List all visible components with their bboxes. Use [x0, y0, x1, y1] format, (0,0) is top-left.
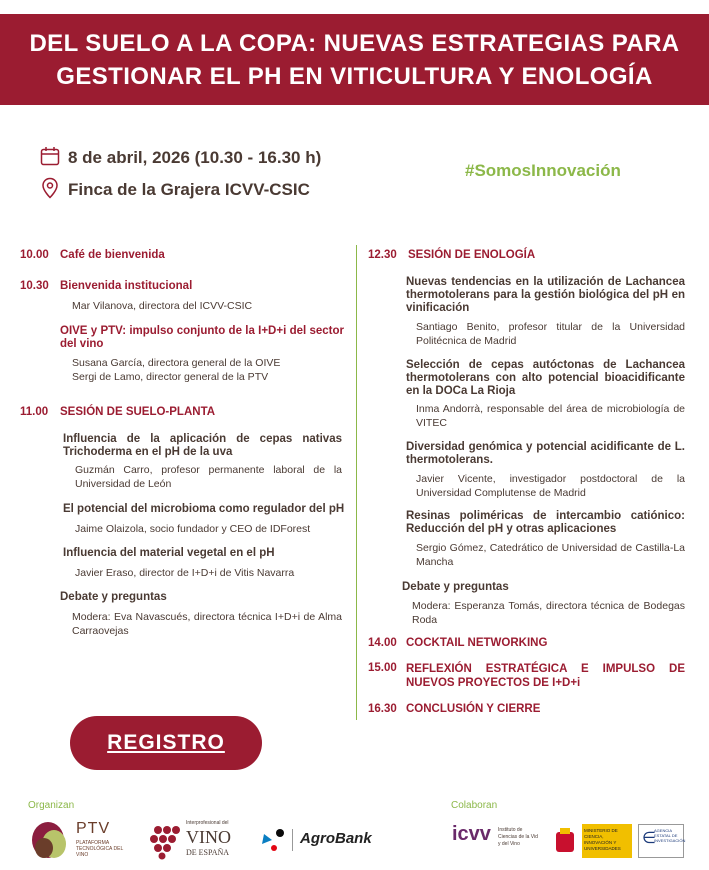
ptv-subtext: PLATAFORMA TECNOLÓGICA DEL VINO: [76, 840, 124, 858]
time-1030: 10.30: [20, 280, 49, 292]
session-oenology: SESIÓN DE ENOLOGÍA: [408, 249, 536, 261]
agenda-welcome-coffee: Café de bienvenida: [60, 249, 165, 261]
speaker: Guzmán Carro, profesor permanente laboral de la Universidad de León: [75, 464, 342, 490]
speaker: Susana García, directora general de la OIVE: [72, 357, 281, 369]
register-button[interactable]: REGISTRO: [70, 716, 262, 770]
place-text: Finca de la Grajera ICVV-CSIC: [68, 179, 310, 199]
ministry-text: MINISTERIO DE CIENCIA, INNOVACIÓN Y UNIVERSIDADES: [584, 828, 621, 851]
speaker: Inma Andorrà, responsable del área de microbiología de VITEC: [416, 403, 685, 429]
agenda-institutional-welcome: Bienvenida institucional: [60, 280, 193, 292]
talk-native-strains: Selección de cepas autóctonas de Lachancea thermotolerans con alto potencial bioacidificante en la DOCa La Rioja: [406, 359, 685, 397]
speaker: Mar Vilanova, directora del ICVV-CSIC: [72, 300, 253, 312]
time-1400: 14.00: [368, 637, 397, 649]
hashtag: #SomosInnovación: [465, 161, 621, 180]
agrobank-text: AgroBank: [300, 830, 372, 847]
speaker: Sergio Gómez, Catedrático de Universidad de Castilla-La Mancha: [416, 542, 685, 568]
talk-lachancea-trends: Nuevas tendencias en la utilización de Lachancea thermotolerans para la gestión biológica del pH en vinificación: [406, 276, 685, 314]
caixa-agrobank-logo: [258, 826, 386, 856]
icvv-logo: [452, 823, 538, 859]
talk-trichoderma: Influencia de la aplicación de cepas nativas Trichoderma en el pH de la uva: [63, 433, 342, 458]
time-1230: 12.30: [368, 249, 397, 261]
time-1500: 15.00: [368, 662, 397, 674]
star-icon: [258, 826, 290, 854]
grapes-icon: [148, 820, 182, 860]
logo-divider: [292, 829, 293, 851]
coat-of-arms-icon: [550, 826, 580, 856]
talk-microbiome: El potencial del microbioma como regulador del pH: [63, 503, 345, 515]
moderator: Modera: Esperanza Tomás, directora técnica de Bodegas Roda: [412, 600, 685, 626]
ptv-logo: [28, 818, 128, 862]
date-text: 8 de abril, 2026 (10.30 - 16.30 h): [68, 147, 322, 167]
ptv-grape-icon: [28, 818, 72, 862]
oive-subtext: DE ESPAÑA: [186, 848, 230, 857]
icvv-subtext: Instituto de Ciencias de la Vid y del Vino: [498, 827, 538, 847]
time-1000: 10.00: [20, 249, 49, 261]
title-line-2: GESTIONAR EL PH EN VITICULTURA Y ENOLOGÍA: [56, 63, 653, 90]
agenda-strategic-reflection: REFLEXIÓN ESTRATÉGICA E IMPULSO DE NUEVOS PROYECTOS DE I+D+i: [406, 663, 685, 689]
organizers-label: Organizan: [28, 800, 75, 811]
oive-top-text: Interprofesional del: [186, 820, 229, 826]
speaker: Santiago Benito, profesor titular de la Universidad Politécnica de Madrid: [416, 321, 685, 347]
time-1630: 16.30: [368, 703, 397, 715]
collaborators-label: Colaboran: [451, 800, 498, 811]
ptv-text: PTV: [76, 820, 111, 837]
oive-logo: [148, 818, 244, 862]
column-divider: [356, 245, 357, 720]
speaker: Javier Vicente, investigador postdoctoral de la Universidad Complutense de Madrid: [416, 473, 685, 499]
agenda-oive-ptv: OIVE y PTV: impulso conjunto de la I+D+i del sector del vino: [60, 325, 344, 350]
talk-plant-material: Influencia del material vegetal en el pH: [63, 547, 275, 559]
aei-mark-icon: ∈: [642, 830, 656, 847]
session-soil-plant: SESIÓN DE SUELO-PLANTA: [60, 406, 216, 418]
speaker: Jaime Olaizola, socio fundador y CEO de IDForest: [75, 523, 311, 535]
agenda-cocktail: COCKTAIL NETWORKING: [406, 637, 548, 649]
ministry-logo: [546, 824, 684, 858]
talk-resins: Resinas poliméricas de intercambio catiónico: Reducción del pH y otras aplicaciones: [406, 510, 685, 535]
aei-text: AGENCIA ESTATAL DE INVESTIGACIÓN: [654, 828, 686, 843]
moderator: Modera: Eva Navascués, directora técnica I+D+i de Alma Carraovejas: [72, 611, 342, 637]
speaker: Sergi de Lamo, director general de la PTV: [72, 371, 269, 383]
speaker: Javier Eraso, director de I+D+i de Vitis Navarra: [75, 567, 295, 579]
title-line-1: DEL SUELO A LA COPA: NUEVAS ESTRATEGIAS PARA: [29, 30, 680, 57]
program-right-column: [368, 0, 688, 870]
talk-genomic-diversity: Diversidad genómica y potencial acidificante de L. thermotolerans.: [406, 441, 685, 466]
debate: Debate y preguntas: [402, 581, 509, 593]
time-1100: 11.00: [20, 406, 49, 418]
agenda-closing: CONCLUSIÓN Y CIERRE: [406, 703, 541, 715]
oive-text: VINO: [186, 827, 231, 847]
icvv-text: icvv: [452, 823, 491, 845]
debate: Debate y preguntas: [60, 591, 167, 603]
